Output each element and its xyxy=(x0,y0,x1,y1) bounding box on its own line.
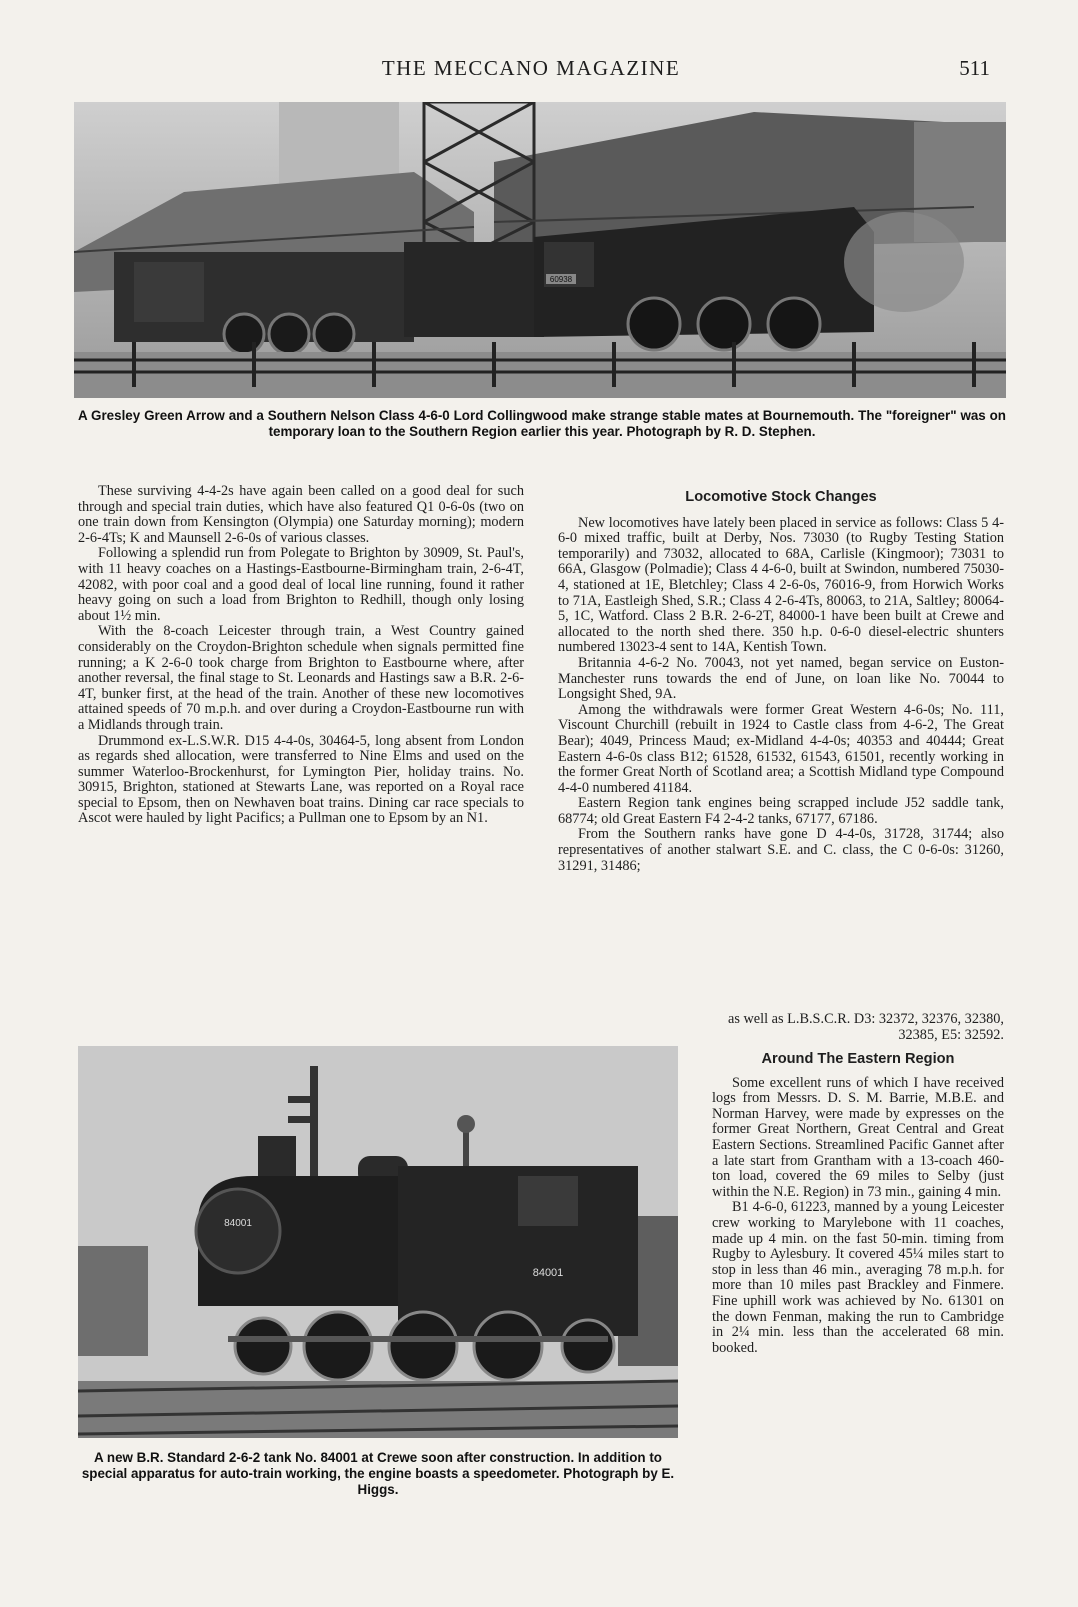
paragraph: With the 8-coach Leicester through train, a West Country gained considerably on the Croydon-Brighton schedule when signals permitted fine running; a K 2-6-0 took charge from Brighton to Eastbourne where, after another reversal, the final stage to St. Leonards and Hastings saw a B.R. 2-6-4T, bunker first, at the head of the train. Another of these new locomotives attained speeds of 70 m.p.h. and over during a Croydon-Eastbourne run with a Midlands through train. xyxy=(78,623,524,733)
page-header xyxy=(72,52,990,82)
paragraph: Eastern Region tank engines being scrapped include J52 saddle tank, 68774; old Great Eastern F4 2-4-2 tanks, 67177, 67186. xyxy=(558,795,1004,827)
top-photograph xyxy=(74,102,1006,398)
cab-number-plate: 60938 xyxy=(549,275,573,284)
section-heading: Around The Eastern Region xyxy=(761,1051,955,1067)
bottom-photograph xyxy=(78,1046,678,1438)
paragraph: These surviving 4-4-2s have again been called on a good deal for such through and special train duties, which have also featured Q1 0-6-0s (two on one train down from Kensington (Olympia) one Saturday morning); modern 2-6-4Ts; K and Maunsell 2-6-0s of various classes. xyxy=(78,483,524,546)
locomotive-stock-section xyxy=(558,490,1004,874)
paragraph: Following a splendid run from Polegate to Brighton by 30909, St. Paul's, with 11 heavy coaches on a Hastings-Eastbourne-Birmingham train, 2-6-4T, 42082, with poor coal and a good deal of local line running, found it rather heavy going on such a load from Brighton to Redhill, though only losing about 1½ min. xyxy=(78,545,524,624)
locomotives-in-shed-illustration xyxy=(74,102,1006,398)
running-head: THE MECCANO MAGAZINE xyxy=(381,56,681,80)
paragraph: Some excellent runs of which I have received logs from Messrs. D. S. M. Barrie, M.B.E. and Norman Harvey, were made by expresses on the former Great Northern, Great Central and Great Eastern Sections. Streamlined Pacific Gannet after a late start from Grantham with a 13-coach 460-ton load, covered the 69 miles to Selby (just within the N.E. Region) in 73 min., gaining 4 min. xyxy=(712,1074,1004,1200)
paragraph: New locomotives have lately been placed in service as follows: Class 5 4-6-0 mixed traffic, built at Derby, Nos. 73030 (to Rugby Testing Station temporarily) and 73032, allocated to 68A, Carlisle (Kingmoor); 73031 to 66A, Glasgow (Polmadie); Class 4 4-6-0, built at Swindon, numbered 75030-4, stationed at 1E, Bletchley; Class 4 2-6-0s, 76016-9, from Horwich Works to 71A, Eastleigh Shed, S.R.; Class 4 2-6-4Ts, 80063, to 21A, Saltley; 80064-5, 1C, Watford. Class 2 B.R. 2-6-2T, 84000-1 have been built at Crewe and allocated to the north shed there. 350 h.p. 0-6-0 diesel-electric shunters numbered 13023-4 sent to 14A, Kentish Town. xyxy=(558,514,1004,656)
eastern-region-section xyxy=(712,1052,1004,1356)
smokebox-number-plate: 84001 xyxy=(224,1218,252,1229)
left-column xyxy=(78,484,524,827)
paragraph: B1 4-6-0, 61223, manned by a young Leicester crew working to Marylebone with 11 coaches, made up 4 min. on the fast 50-min. timing from Rugby to Aylesbury. It covered 45¼ miles start to stop in less than 46 min., averaging 78 m.p.h. for more than 10 miles past Brackley and Finmere. Fine uphill work was achieved by No. 61301 on the down Fenman, making the run to Cambridge in 2¼ min. less than the accelerated 68 min. booked. xyxy=(712,1199,1004,1356)
paragraph: Among the withdrawals were former Great Western 4-6-0s; No. 111, Viscount Churchill (rebuilt in 1924 to Castle class from 4-6-2, The Great Bear); 4049, Princess Maud; ex-Midland 4-4-0s; 40353 and 40444; Great Eastern 4-6-0s class B12; 61528, 61532, 61543, 61501, recently working in the former Great North of Scotland area; a Scottish Midland type Compound 4-4-0 numbered 41184. xyxy=(558,701,1004,796)
tank-side-number: 84001 xyxy=(532,1267,564,1279)
page-number: 511 xyxy=(959,56,990,80)
tank-engine-illustration xyxy=(78,1046,678,1438)
paragraph: From the Southern ranks have gone D 4-4-0s, 31728, 31744; also representatives of another stalwart S.E. and C. class, the C 0-6-0s: 31260, 31291, 31486; xyxy=(558,826,1004,874)
paragraph: Britannia 4-6-2 No. 70043, not yet named, began service on Euston-Manchester runs towards the end of June, on loan like No. 70044 to Longsight Shed, 9A. xyxy=(558,654,1004,703)
section-heading: Locomotive Stock Changes xyxy=(685,489,877,505)
paragraph: Drummond ex-L.S.W.R. D15 4-4-0s, 30464-5, long absent from London as regards shed allocation, were transferred to Nine Elms and used on the summer Waterloo-Brockenhurst, for Lymington Pier, holiday trains. No. 30915, Brighton, stationed at Stewarts Lane, was reported on a Royal race special to Epsom, then on Newhaven boat trains. Dining car race specials to Ascot were hauled by light Pacifics; a Pullman one to Epsom by an N1. xyxy=(78,732,524,827)
paragraph-continuation: as well as L.B.S.C.R. D3: 32372, 32376, 32380, 32385, E5: 32592. xyxy=(727,1011,1004,1043)
bottom-photo-caption: A new B.R. Standard 2-6-2 tank No. 84001 at Crewe soon after construction. In addition to special apparatus for auto-train working, the engine boasts a speedometer. Photograph by E. Higgs. xyxy=(81,1450,675,1497)
top-photo-caption: A Gresley Green Arrow and a Southern Nelson Class 4-6-0 Lord Collingwood make strange stable mates at Bournemouth. The "foreigner" was on temporary loan to the Southern Region earlier this year. Photograph by R. D. Stephen. xyxy=(78,408,1006,439)
